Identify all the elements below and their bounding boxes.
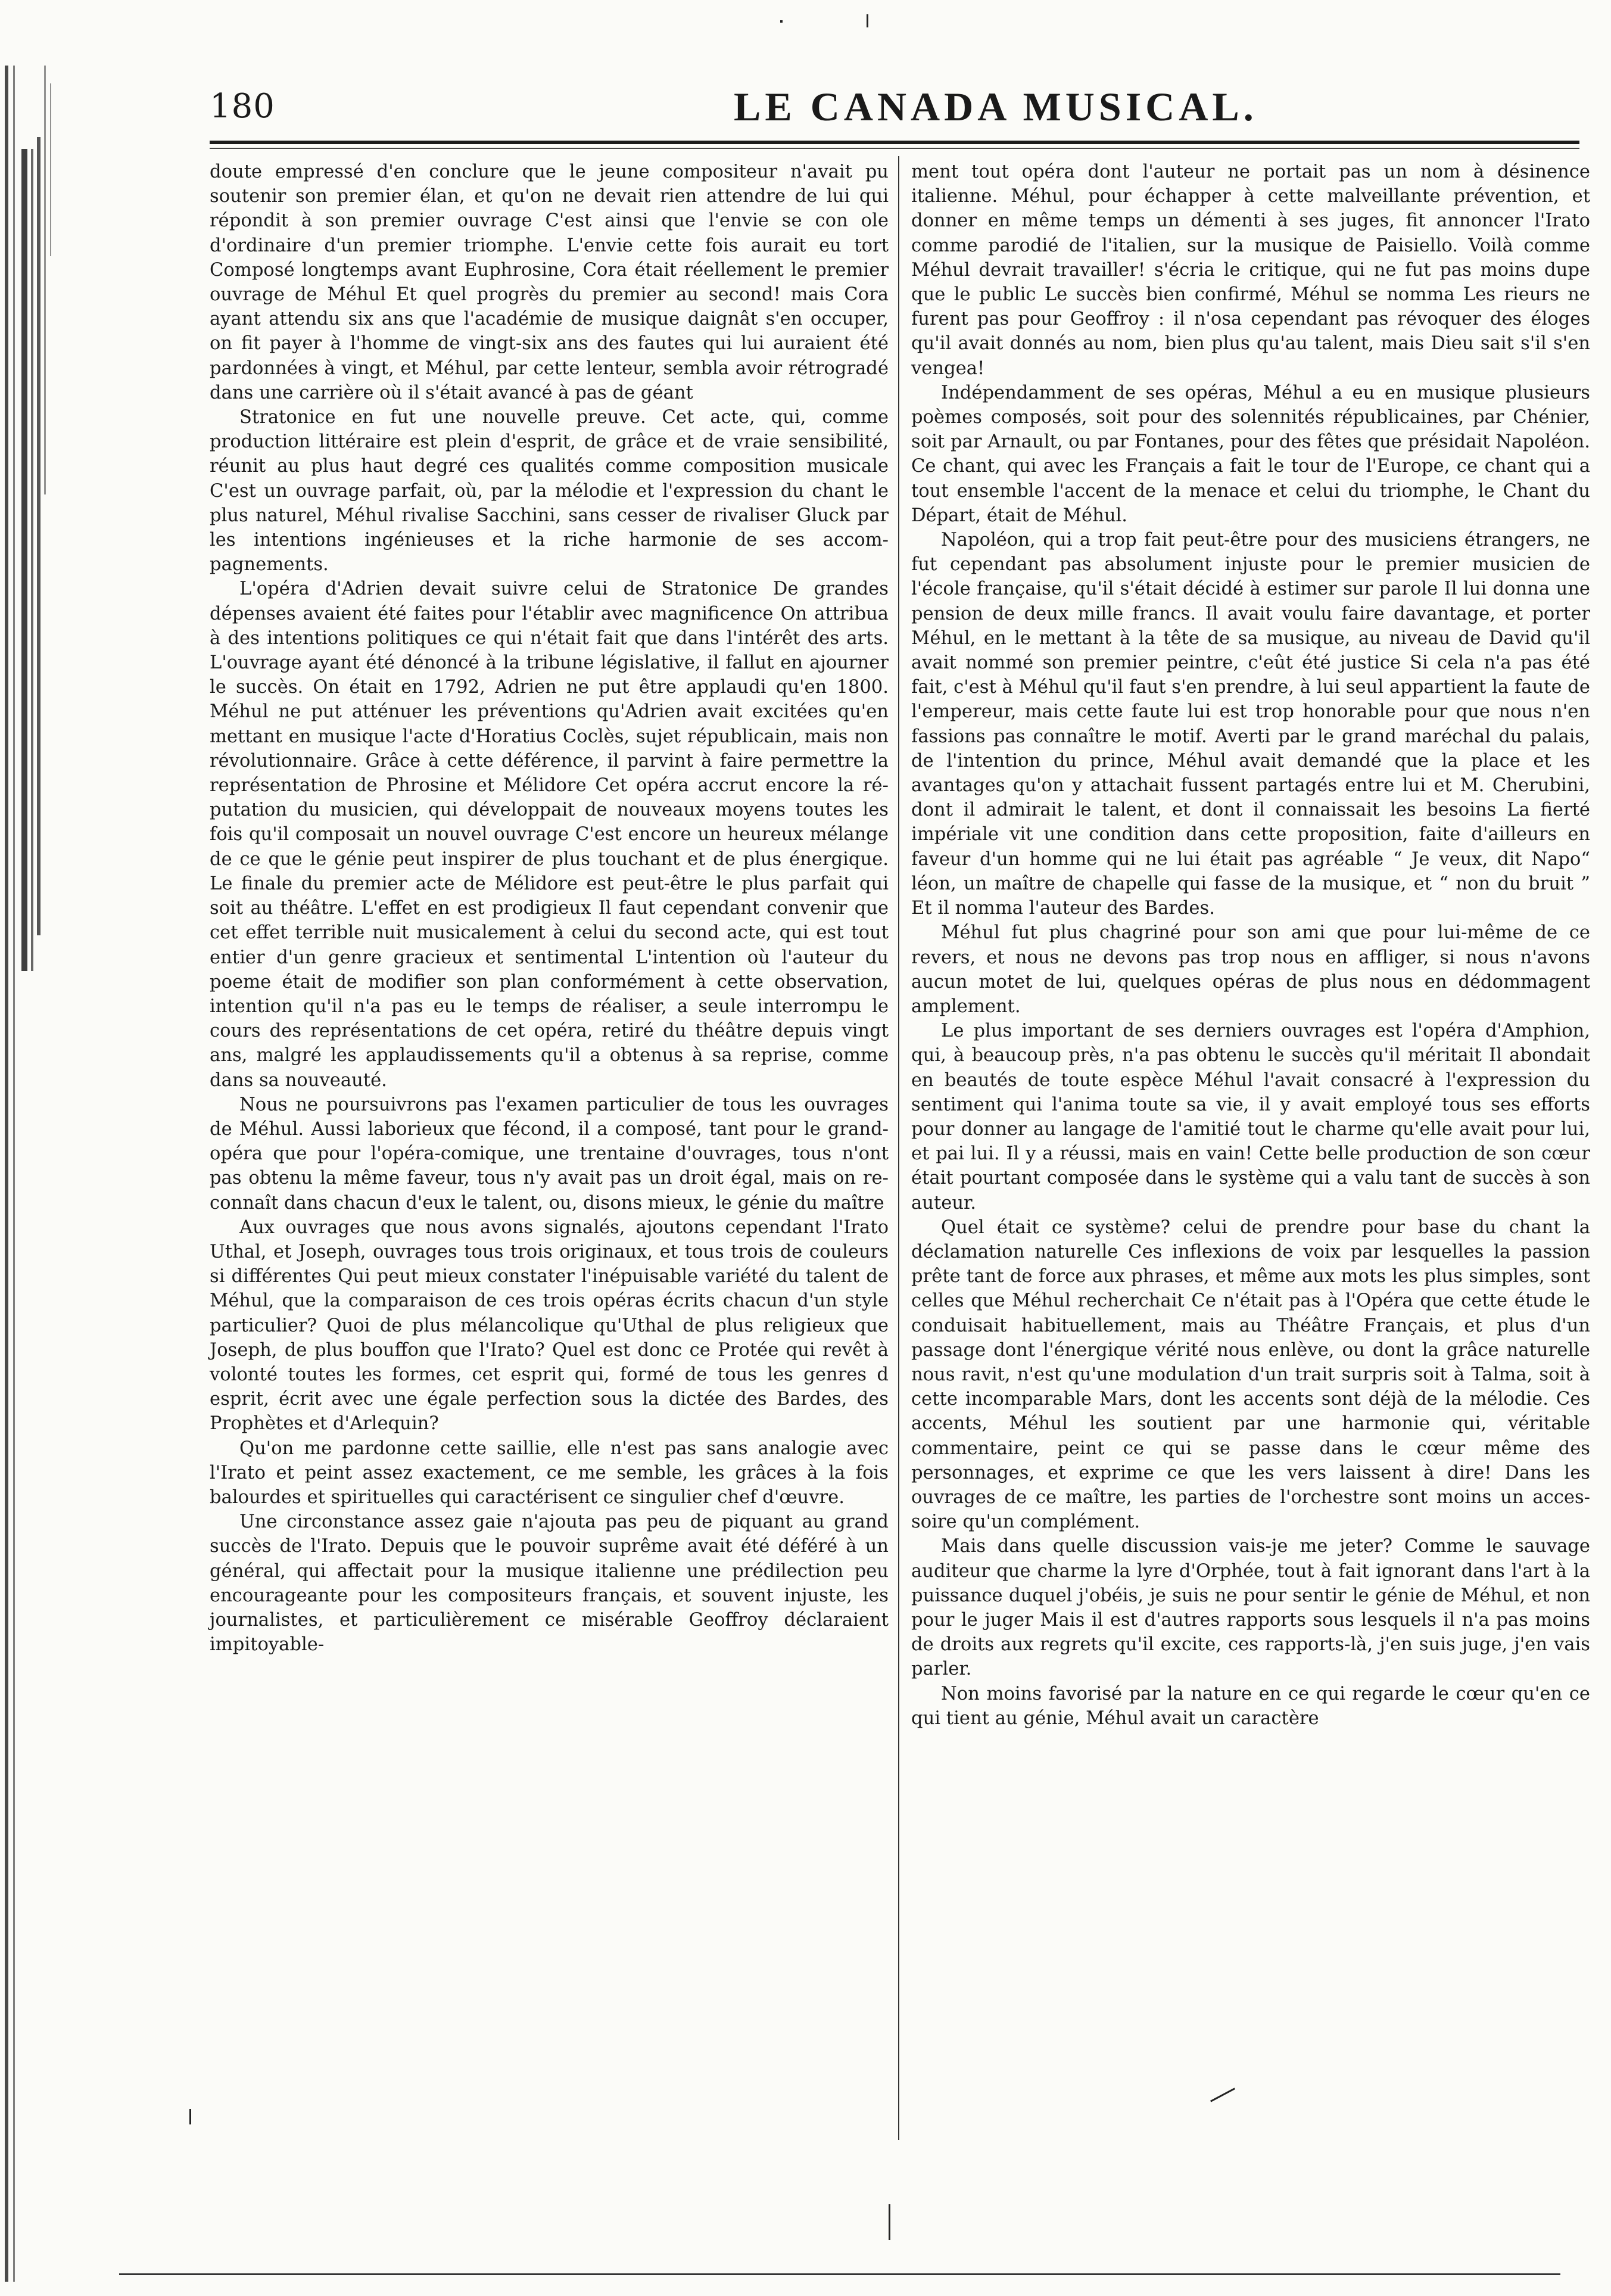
paragraph: Indépendamment de ses opéras, Méhul a eu en musique plusieurs poèmes composés, soit pour des solennités républicaines, par Chénier, soit par Arnault, ou par Fontanes, pour des fêtes que présidait Napoléon. Ce chant, qui avec les Français a fait le tour de l'Europe, ce chant qui a tout ensemble l'accent de la menace et celui du triomphe, le Chant du Départ, était de Méhul. [911, 382, 1590, 526]
paragraph: Nous ne poursuivrons pas l'examen particulier de tous les ouvrages de Méhul. Aussi laborieux que fécond, il a composé, tant pour le grand-opéra que pour l'opéra-comique, une trentaine d'ouvrages, tous n'ont pas obtenu la même faveur, tous n'y avait pas un droit égal, mais on reconnaît dans chacun d'eux le talent, ou, disons mieux, le génie du maître [210, 1094, 889, 1214]
ink-speck [889, 2204, 890, 2240]
footer-rule [119, 2273, 1560, 2275]
left-column [210, 160, 889, 1657]
paragraph: Une circonstance assez gaie n'ajouta pas peu de piquant au grand succès de l'Irato. Depuis que le pouvoir suprême avait été déféré à un général, qui affectait pour la musique italienne une prédilection peu encourageante pour les compositeurs français, et souvent injuste, les journalistes, et particulièrement ce misérable Geoffroy déclaraient impitoyable- [210, 1511, 889, 1656]
column-divider [898, 156, 899, 2140]
paragraph: Méhul fut plus chagriné pour son ami que pour lui-même de ce revers, et nous ne devons pas trop nous en affliger, si nous n'avons aucun motet de lui, quelques opéras de plus nous en dédommagent amplement. [911, 922, 1590, 1017]
right-column [911, 160, 1590, 1731]
paragraph: Quel était ce système? celui de prendre pour base du chant la déclamation naturelle Ces inflexions de voix par lesquelles la passion prête tant de force aux phrases, et même aux mots les plus simples, sont celles que Méhul recherchait Ce n'était pas à l'Opéra que cette étude le conduisait habituellement, mais au Théâtre Français, et plus d'un passage dont l'énergique vérité nous enlève, ou dont la grâce naturelle nous ravit, n'est qu'une modulation d'un trait surpris soit à Talma, soit à cette incomparable Mars, dont les accents sont déjà de la mélodie. Ces accents, Méhul les soutient par une harmonie qui, véritable commentaire, peint ce qui se passe dans le cœur même des personnages, et exprime ce que les vers laissent à dire! Dans les ouvrages de ce maître, les parties de l'orchestre sont moins un accessoire qu'un complément. [911, 1217, 1590, 1533]
paragraph: L'opéra d'Adrien devait suivre celui de Stratonice De grandes dépenses avaient été faites pour l'établir avec magnificence On attribua à des intentions politiques ce qui n'était fait que dans l'intérêt des arts. L'ouvrage ayant été dénoncé à la tribune législative, il fallut en ajourner le succès. On était en 1792, Adrien ne put être applaudi qu'en 1800. Méhul ne put atténuer les préventions qu'Adrien avait excitées qu'en mettant en musique l'acte d'Horatius Coclès, sujet républicain, mais non révolutionnaire. Grâce à cette déférence, il parvint à faire permettre la représentation de Phrosine et Mélidore Cet opéra accrut encore la réputation du musicien, qui développait de nouveaux moyens toutes les fois qu'il composait un nouvel ouvrage C'est encore un heureux mélange de ce que le génie peut inspirer de plus touchant et de plus énergique. Le finale du premier acte de Mélidore est peut-être le plus parfait qui soit au théâtre. L'effet en est prodigieux Il faut cependant convenir que cet effet terrible nuit musicalement à celui du second acte, qui est tout entier d'un genre gracieux et sentimental L'intention où l'auteur du poeme était de modifier son plan conformément à cette observation, intention qu'il n'a pas eu le temps de réaliser, a seule interrompu le cours des représentations de cet opéra, retiré du théâtre depuis vingt ans, malgré les applaudissements qu'il a obtenus à sa reprise, comme dans sa nouveauté. [210, 578, 889, 1091]
header-rule-thin [210, 148, 1579, 149]
ink-speck [189, 2109, 191, 2124]
running-head [210, 83, 1579, 137]
paragraph: Stratonice en fut une nouvelle preuve. Cet acte, qui, comme production littéraire est plein d'esprit, de grâce et de vraie sensibilité, réunit au plus haut degré ces qualités comme composition musicale C'est un ouvrage parfait, où, par la mélodie et l'expression du chant le plus naturel, Méhul rivalise Sacchini, sans cesser de rivaliser Gluck par les intentions ingénieuses et la riche harmonie de ses accompagnements. [210, 407, 889, 575]
paragraph: doute empressé d'en conclure que le jeune compositeur n'avait pu soutenir son premier élan, et qu'on ne devait rien attendre de lui qui répondit à son premier ouvrage C'est ainsi que l'envie se con ole d'ordinaire d'un premier triomphe. L'envie cette fois aurait eu tort Composé longtemps avant Euphrosine, Cora était réellement le premier ouvrage de Méhul Et quel progrès du premier au second! mais Cora ayant attendu six ans que l'académie de musique daignât s'en occuper, on fit payer à l'homme de vingt-six ans des fautes qui lui auraient été pardonnées à vingt, et Méhul, par cette lenteur, sembla avoir rétrogradé dans une carrière où il s'était avancé à pas de géant [210, 161, 889, 403]
ink-speck [780, 20, 783, 23]
ink-speck [867, 14, 868, 27]
paragraph: Non moins favorisé par la nature en ce qui regarde le cœur qu'en ce qui tient au génie, Méhul avait un caractère [911, 1683, 1590, 1729]
paragraph: ment tout opéra dont l'auteur ne portait pas un nom à désinence italienne. Méhul, pour échapper à cette malveillante prévention, et donner en même temps un démenti à ses juges, fit annoncer l'Irato comme parodié de l'italien, sur la musique de Paisiello. Voilà comme Méhul devrait travailler! s'écria le critique, qui ne fut pas moins dupe que le public Le succès bien confirmé, Méhul se nomma Les rieurs ne furent pas pour Geoffroy : il n'osa cependant pas révoquer des éloges qu'il avait donnés au nom, bien plus qu'au talent, mais Dieu sait s'il s'en vengea! [911, 161, 1590, 379]
paragraph: Aux ouvrages que nous avons signalés, ajoutons cependant l'Irato Uthal, et Joseph, ouvrages tous trois originaux, et tous trois de couleurs si différentes Qui peut mieux constater l'inépuisable variété du talent de Méhul, que la comparaison de ces trois opéras écrits chacun d'un style particulier? Quoi de plus mélancolique qu'Uthal de plus religieux que Joseph, de plus bouffon que l'Irato? Quel est donc ce Protée qui revêt à volonté toutes les formes, cet esprit qui, formé de tous les genres d esprit, écrit avec une égale perfection sous la dictée des Bardes, des Prophètes et d'Arlequin? [210, 1217, 889, 1435]
binding-edge-artifact [5, 66, 51, 2282]
paragraph: Napoléon, qui a trop fait peut-être pour des musiciens étrangers, ne fut cependant pas absolument injuste pour le premier musicien de l'école française, qu'il s'était décidé à estimer sur parole Il lui donna une pension de deux mille francs. Il avait voulu faire davantage, et porter Méhul, en le mettant à la tête de sa musique, au niveau de David qu'il avait nommé son premier peintre, c'eût été justice Si cela n'a pas été fait, c'est à Méhul qu'il faut s'en prendre, à lui seul appartient la faute de l'empereur, mais cette faute lui est trop honorable pour que nous n'en fassions pas connaître le motif. Averti par le grand maréchal du palais, de l'intention du prince, Méhul avait demandé que la place et les avantages qu'on y attachait fussent partagés entre lui et M. Cherubini, dont il admirait le talent, et dont il connaissait les besoins La fierté impériale vit une condition dans cette proposition, faite d'ailleurs en faveur d'un homme qui ne lui était pas agréable “ Je veux, dit Napo“ léon, un maître de chapelle qui fasse de la musique, et “ non du bruit ” Et il nomma l'auteur des Bardes. [911, 530, 1590, 919]
paragraph: Mais dans quelle discussion vais-je me jeter? Comme le sauvage auditeur que charme la lyre d'Orphée, tout à fait ignorant dans l'art à la puissance duquel j'obéis, je suis ne pour sentir le génie de Méhul, et non pour le juger Mais il est d'autres rapports sous lesquels il n'a pas moins de droits aux regrets qu'il excite, ces rapports-là, j'en suis juge, j'en vais parler. [911, 1536, 1590, 1680]
paragraph: Le plus important de ses derniers ouvrages est l'opéra d'Amphion, qui, à beaucoup près, n'a pas obtenu le succès qu'il méritait Il abondait en beautés de toute espèce Méhul l'avait consacré à l'expression du sentiment qui l'anima toute sa vie, il y avait employé tous ses efforts pour donner au langage de l'amitié tout le charme qu'elle avait pour lui, et pai lui. Il y a réussi, mais en vain! Cette belle production de son cœur était pourtant composée dans le système qui a valu tant de succès à son auteur. [911, 1021, 1590, 1214]
header-rule-thick [210, 141, 1579, 144]
page-number: 180 [210, 87, 275, 126]
paragraph: Qu'on me pardonne cette saillie, elle n'est pas sans analogie avec l'Irato et peint assez exactement, ce me semble, les grâces à la fois balourdes et spirituelles qui caractérisent ce singulier chef d'œuvre. [210, 1438, 889, 1508]
ink-speck [1210, 2087, 1235, 2102]
journal-title: LE CANADA MUSICAL. [734, 84, 1258, 129]
